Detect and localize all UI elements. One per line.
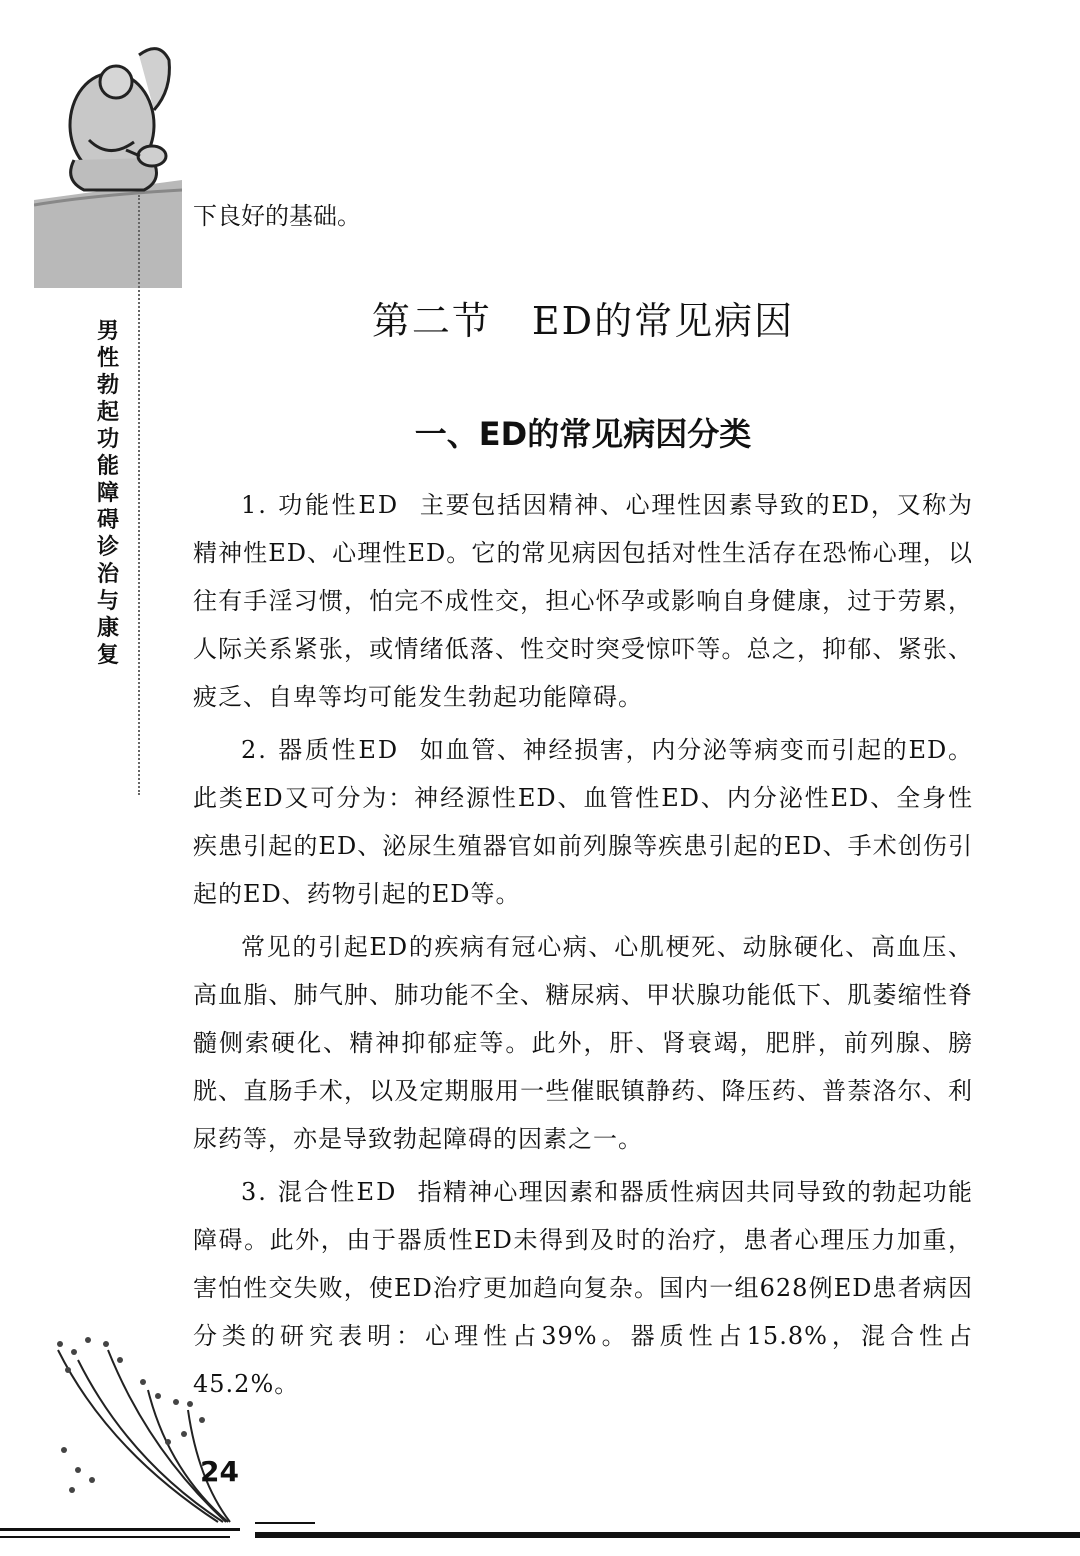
- paragraph-organic-ed: [193, 726, 973, 918]
- continued-text: 下良好的基础。: [193, 202, 361, 230]
- paragraph-text: 主要包括因精神、心理性因素导致的ED，又称为精神性ED、心理性ED。它的常见病因包括对性生活存在恐怖心理，以往有手淫习惯，怕完不成性交，担心怀孕或影响自身健康，过于劳累，人际关系紧张，或情绪低落、性交时突受惊吓等。总之，抑郁、紧张、疲乏、自卑等均可能发生勃起功能障碍。: [193, 491, 973, 711]
- paragraph-term: 2. 器质性ED: [241, 736, 400, 764]
- page-number: 24: [200, 1455, 239, 1488]
- side-title-char: 起: [96, 400, 119, 425]
- paragraph-mixed-ed: [193, 1168, 973, 1408]
- paragraph-common-diseases: [193, 923, 973, 1163]
- side-title-char: 功: [96, 427, 119, 452]
- side-title-char: 能: [96, 454, 119, 479]
- side-title-char: 性: [96, 346, 119, 371]
- side-title-char: 诊: [96, 535, 119, 560]
- side-title-char: 复: [96, 643, 119, 668]
- side-title-char: 男: [96, 319, 119, 344]
- side-title-char: 与: [96, 589, 119, 614]
- paragraph-term: 1. 功能性ED: [241, 491, 400, 519]
- side-title-char: 障: [96, 481, 119, 506]
- footer-rule: [0, 1518, 1080, 1548]
- section-title: 第二节 ED的常见病因: [371, 299, 795, 343]
- page-body: [193, 200, 973, 1413]
- flower-sprig-icon: [48, 1330, 248, 1530]
- muscleman-illustration-icon: [34, 30, 182, 290]
- paragraph-term: 3. 混合性ED: [241, 1178, 398, 1206]
- running-book-title: [88, 318, 128, 669]
- side-title-char: 勃: [96, 373, 119, 398]
- paragraph-text: 常见的引起ED的疾病有冠心病、心肌梗死、动脉硬化、高血压、高血脂、肺气肿、肺功能不全、糖尿病、甲状腺功能低下、肌萎缩性脊髓侧索硬化、精神抑郁症等。此外，肝、肾衰竭，肥胖，前列腺、膀胱、直肠手术，以及定期服用一些催眠镇静药、降压药、普萘洛尔、利尿药等，亦是导致勃起障碍的因素之一。: [193, 933, 973, 1153]
- paragraph-text: 如血管、神经损害，内分泌等病变而引起的ED。此类ED又可分为：神经源性ED、血管性ED、内分泌性ED、全身性疾患引起的ED、泌尿生殖器官如前列腺等疾患引起的ED、手术创伤引起的ED、药物引起的ED等。: [193, 736, 973, 908]
- subsection-title: 一、ED的常见病因分类: [414, 415, 752, 453]
- side-title-char: 治: [96, 562, 119, 587]
- paragraph-functional-ed: [193, 481, 973, 721]
- spine-divider: [138, 195, 140, 795]
- side-title-char: 碍: [96, 508, 119, 533]
- paragraph-text: 指精神心理因素和器质性病因共同导致的勃起功能障碍。此外，由于器质性ED未得到及时的治疗，患者心理压力加重，害怕性交失败，使ED治疗更加趋向复杂。国内一组628例ED患者病因分类的研究表明：心理性占39%。器质性占15.8%，混合性占45.2%。: [193, 1178, 973, 1398]
- side-title-char: 康: [96, 616, 119, 641]
